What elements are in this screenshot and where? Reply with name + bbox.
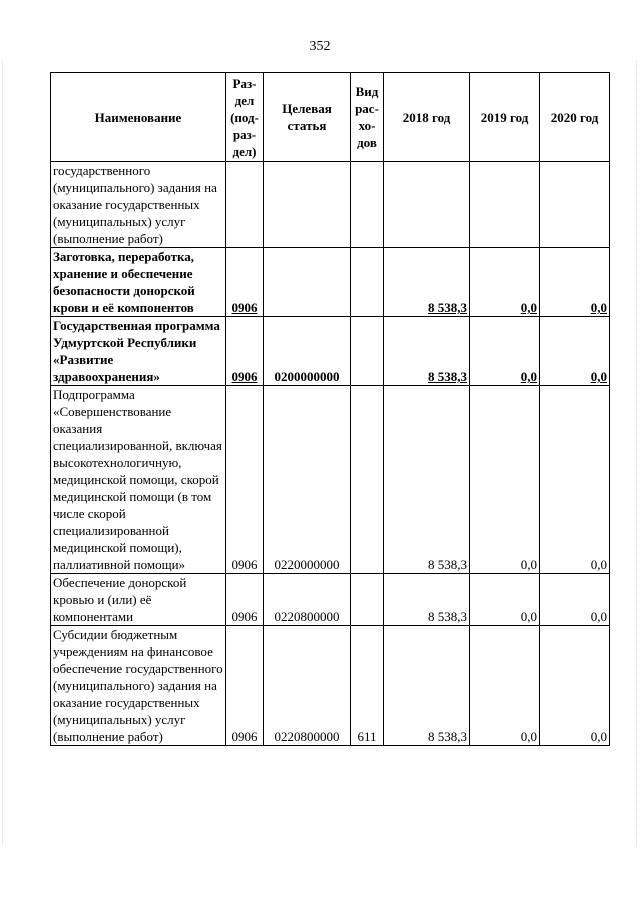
- page-number: 352: [309, 39, 331, 54]
- table-row: [51, 626, 610, 746]
- cell-2019: 0,0: [470, 248, 540, 317]
- cell-section: 0906: [226, 386, 264, 574]
- cell-expense-type: [351, 248, 384, 317]
- table-row: [51, 317, 610, 386]
- cell-name: Субсидии бюджетным учреждениям на финансовое обеспечение государственного (муниципального) задания на оказание государственных (муниципальных) услуг (выполнение работ): [51, 626, 226, 746]
- cell-section: [226, 162, 264, 248]
- cell-2018: 8 538,3: [384, 317, 470, 386]
- header-row: [51, 73, 610, 162]
- cell-name: Подпрограмма «Совершенствование оказания специализированной, включая высокотехнологичную, медицинской помощи, скорой медицинской помощи (в том числе скорой специализированной медицинской помощи), паллиативной помощи»: [51, 386, 226, 574]
- cell-section: 0906: [226, 574, 264, 626]
- table-row: [51, 162, 610, 248]
- cell-2019: [470, 162, 540, 248]
- cell-name: государственного (муниципального) задания на оказание государственных (муниципальных) услуг (выполнение работ): [51, 162, 226, 248]
- cell-2018: 8 538,3: [384, 574, 470, 626]
- cell-2019: 0,0: [470, 386, 540, 574]
- header-2018: 2018 год: [384, 73, 470, 162]
- cell-2018: 8 538,3: [384, 248, 470, 317]
- cell-2019: 0,0: [470, 574, 540, 626]
- cell-2020: 0,0: [540, 317, 610, 386]
- table-row: [51, 248, 610, 317]
- cell-name: Государственная программа Удмуртской Республики «Развитие здравоохранения»: [51, 317, 226, 386]
- cell-2020: 0,0: [540, 248, 610, 317]
- table-body: [51, 162, 610, 746]
- cell-expense-type: [351, 162, 384, 248]
- cell-section: 0906: [226, 317, 264, 386]
- header-2020: 2020 год: [540, 73, 610, 162]
- cell-target: [264, 248, 351, 317]
- header-name: Наименование: [51, 73, 226, 162]
- cell-section: 0906: [226, 248, 264, 317]
- cell-2019: 0,0: [470, 317, 540, 386]
- cell-expense-type: [351, 386, 384, 574]
- cell-target: 0220800000: [264, 574, 351, 626]
- header-expense-type: Вид рас- хо- дов: [351, 73, 384, 162]
- cell-name: Заготовка, переработка, хранение и обеспечение безопасности донорской крови и её компонентов: [51, 248, 226, 317]
- cell-2020: 0,0: [540, 386, 610, 574]
- cell-target: [264, 162, 351, 248]
- scan-margin-right: [636, 60, 638, 845]
- cell-section: 0906: [226, 626, 264, 746]
- cell-2018: 8 538,3: [384, 386, 470, 574]
- cell-expense-type: [351, 317, 384, 386]
- cell-target: 0220000000: [264, 386, 351, 574]
- cell-target: 0220800000: [264, 626, 351, 746]
- cell-2019: 0,0: [470, 626, 540, 746]
- scan-margin-left: [2, 60, 4, 845]
- cell-2020: [540, 162, 610, 248]
- header-target: Целевая статья: [264, 73, 351, 162]
- cell-name: Обеспечение донорской кровью и (или) её компонентами: [51, 574, 226, 626]
- cell-expense-type: 611: [351, 626, 384, 746]
- cell-target: 0200000000: [264, 317, 351, 386]
- cell-2018: [384, 162, 470, 248]
- cell-expense-type: [351, 574, 384, 626]
- table-row: [51, 386, 610, 574]
- cell-2020: 0,0: [540, 626, 610, 746]
- header-2019: 2019 год: [470, 73, 540, 162]
- budget-table: [50, 72, 610, 746]
- cell-2018: 8 538,3: [384, 626, 470, 746]
- cell-2020: 0,0: [540, 574, 610, 626]
- header-section: Раз- дел (под- раз- дел): [226, 73, 264, 162]
- table-row: [51, 574, 610, 626]
